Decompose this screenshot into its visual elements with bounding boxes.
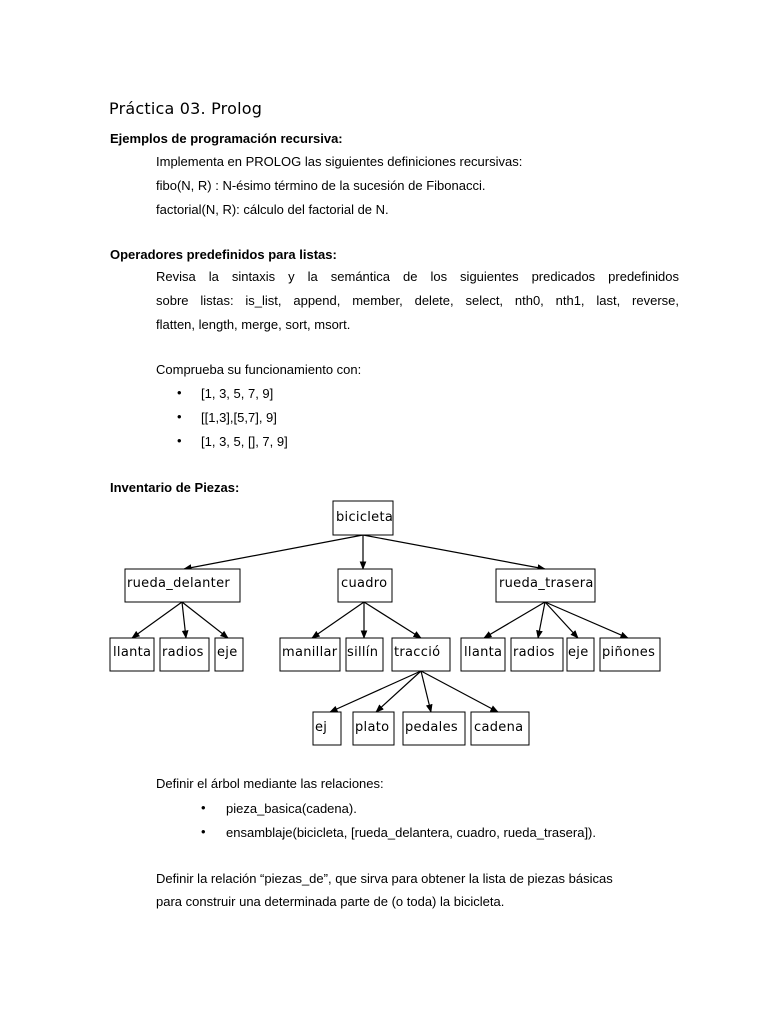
list-item: [[1,3],[5,7], 9] [201, 410, 277, 425]
node-label: rueda_delanter [127, 576, 231, 591]
node-label: llanta [464, 645, 503, 660]
node-label: radios [162, 645, 204, 660]
node-label: llanta [113, 645, 152, 660]
list-item: ensamblaje(bicicleta, [rueda_delantera, cuadro, rueda_trasera]). [226, 825, 596, 840]
paragraph-line: flatten, length, merge, sort, msort. [156, 317, 351, 332]
text-line: Definir la relación “piezas_de”, que sirva para obtener la lista de piezas básicas [156, 871, 613, 886]
text-line: Implementa en PROLOG las siguientes definiciones recursivas: [156, 154, 523, 169]
edge [545, 602, 628, 638]
edge [330, 671, 421, 712]
list-item: [1, 3, 5, [], 7, 9] [201, 434, 288, 449]
bullet-icon: • [201, 800, 206, 815]
node-label: ej [315, 720, 328, 735]
edge [484, 602, 545, 638]
bullet-icon: • [201, 824, 206, 839]
edge [421, 671, 498, 712]
bullet-icon: • [177, 409, 182, 424]
list-item: pieza_basica(cadena). [226, 801, 357, 816]
edge [421, 671, 431, 712]
bullet-icon: • [177, 433, 182, 448]
check-intro: Comprueba su funcionamiento con: [156, 362, 362, 377]
bullet-icon: • [177, 385, 182, 400]
edge [538, 602, 545, 638]
node-label: sillín [347, 645, 379, 660]
node-label: pedales [405, 720, 458, 735]
text-line: factorial(N, R): cálculo del factorial de N. [156, 202, 389, 217]
node-label: cuadro [341, 576, 388, 591]
edge [364, 602, 421, 638]
node-label: radios [513, 645, 555, 660]
edge [132, 602, 182, 638]
edge [182, 602, 186, 638]
text-line: fibo(N, R) : N-ésimo término de la sucesión de Fibonacci. [156, 178, 486, 193]
list-item: [1, 3, 5, 7, 9] [201, 386, 274, 401]
section-heading-recursion: Ejemplos de programación recursiva: [110, 131, 343, 146]
edge [312, 602, 364, 638]
node-label: eje [217, 645, 238, 660]
paragraph-line: sobre listas: is_list, append, member, delete, select, nth0, nth1, last, reverse, [156, 293, 679, 308]
page-title: Práctica 03. Prolog [109, 99, 263, 118]
node-label: manillar [282, 645, 338, 660]
text-line: para construir una determinada parte de (o toda) la bicicleta. [156, 894, 505, 909]
edge [182, 602, 228, 638]
node-label-root: bicicleta [336, 510, 394, 525]
edge [376, 671, 421, 712]
node-label: cadena [474, 720, 524, 735]
node-label: rueda_trasera [499, 576, 594, 591]
edge [184, 535, 363, 569]
node-label: plato [355, 720, 390, 735]
section-heading-inventory: Inventario de Piezas: [110, 480, 240, 495]
paragraph-line: Revisa la sintaxis y la semántica de los siguientes predicados predefinidos [156, 269, 679, 284]
edge [545, 602, 578, 638]
define-intro: Definir el árbol mediante las relaciones: [156, 776, 384, 791]
section-heading-lists: Operadores predefinidos para listas: [110, 247, 337, 262]
node-label: tracció [394, 645, 441, 660]
node-label: piñones [602, 645, 656, 660]
edge [363, 535, 545, 569]
tree-connectors [132, 535, 628, 712]
node-label: eje [568, 645, 589, 660]
